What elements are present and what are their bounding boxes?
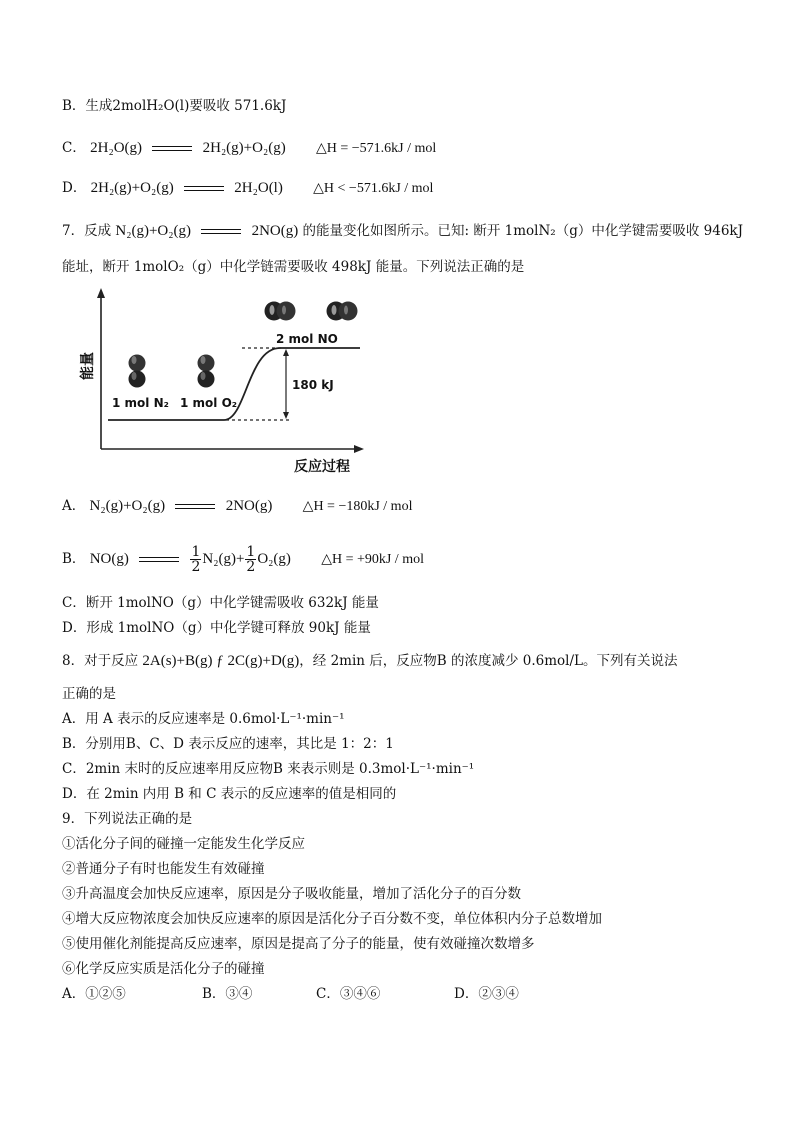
n2-label: 1 mol N₂ — [112, 396, 169, 410]
q6-option-d — [62, 178, 433, 199]
y-axis-arrowhead — [97, 288, 105, 298]
equation-rhs: 2H₂(g)+O₂(g) — [202, 140, 286, 156]
q9-statement-1: ①活化分子间的碰撞一定能发生化学反应 — [62, 836, 305, 852]
q9-statement-4: ④增大反应物浓度会加快反应速率的原因是活化分子百分数不变，单位体积内分子总数增加 — [62, 911, 602, 927]
equals-arrow — [175, 504, 215, 509]
no-molecule-icon — [265, 302, 296, 321]
q6-option-c — [62, 138, 436, 159]
o2-label: 1 mol O₂ — [180, 396, 238, 410]
q8-option-d: D．在 2min 内用 B 和 C 表示的反应速率的值是相同的 — [62, 786, 397, 802]
q7-stem-line2: 能址，断开 1molO₂（g）中化学链需要吸收 498kJ 能量。下列说法正确的是 — [62, 259, 525, 275]
equation-lhs: NO(g) — [89, 551, 129, 567]
q9-option-d: D．②③④ — [454, 986, 519, 1002]
x-axis-label: 反应过程 — [294, 459, 350, 475]
q8-option-b: B．分别用B、C、D 表示反应的速率，其比是 1：2：1 — [62, 736, 394, 752]
x-axis-arrowhead — [354, 445, 364, 453]
q9-statement-6: ⑥化学反应实质是活化分子的碰撞 — [62, 961, 265, 977]
enthalpy-change: △H = −180kJ / mol — [302, 499, 413, 514]
q9-option-a: A．①②⑤ — [62, 986, 126, 1002]
q8-option-c: C．2min 末时的反应速率用反应物B 来表示则是 0.3mol·L⁻¹·min⁻¹ — [62, 761, 475, 777]
q9-statement-5: ⑤使用催化剂能提高反应速率，原因是提高了分子的能量，使有效碰撞次数增多 — [62, 936, 535, 952]
o2-molecule-icon — [198, 355, 215, 388]
q9-statement-3: ③升高温度会加快反应速率，原因是分子吸收能量，增加了活化分子的百分数 — [62, 886, 521, 902]
enthalpy-change: △H = +90kJ / mol — [321, 552, 424, 567]
equals-arrow — [201, 229, 241, 234]
q8-stem-line2: 正确的是 — [62, 686, 116, 702]
equation-lhs: 2H₂(g)+O₂(g) — [90, 180, 174, 196]
option-label: C． — [62, 140, 86, 156]
option-label: D． — [62, 180, 87, 196]
q7-option-d: D．形成 1molNO（g）中化学键可释放 90kJ 能量 — [62, 620, 371, 636]
fraction-half: $\frac{1}{2}$ — [191, 544, 201, 575]
equals-arrow — [152, 146, 192, 151]
q9-option-b: B．③④ — [202, 986, 253, 1002]
question-number: 8．对于反应 — [62, 653, 139, 669]
arrow-top — [283, 349, 289, 356]
stem-text: ，经 2min 后，反应物B 的浓度减少 0.6mol/L。下列有关说法 — [299, 653, 678, 669]
energy-diagram — [80, 286, 376, 478]
option-label: A． — [62, 498, 86, 514]
equals-arrow — [184, 186, 224, 191]
no-molecule-icon — [327, 302, 358, 321]
no-label: 2 mol NO — [276, 332, 338, 346]
equation-lhs: N₂(g)+O₂(g) — [89, 498, 166, 514]
n2-molecule-icon — [129, 355, 146, 388]
y-axis-label: 能量 — [80, 352, 96, 380]
arrow-bottom — [283, 412, 289, 419]
equation-lhs: N₂(g)+O₂(g) — [115, 223, 191, 239]
energy-gap-label: 180 kJ — [292, 378, 334, 392]
q7-option-c: C．断开 1molNO（g）中化学键需吸收 632kJ 能量 — [62, 595, 379, 611]
q8-option-a: A．用 A 表示的反应速率是 0.6mol·L⁻¹·min⁻¹ — [62, 711, 345, 727]
equation-term: O₂(g) — [257, 551, 291, 567]
q7-option-a — [62, 496, 412, 517]
reaction-equation: 2A(s)+B(g) ƒ 2C(g)+D(g) — [142, 653, 300, 669]
q7-stem-line1 — [62, 221, 743, 241]
fraction-half: $\frac{1}{2}$ — [246, 544, 256, 575]
q9-option-c: C．③④⑥ — [316, 986, 381, 1002]
equation-lhs: 2H₂O(g) — [90, 140, 143, 156]
equation-rhs: 2H₂O(l) — [234, 180, 283, 196]
equals-arrow — [139, 557, 179, 562]
q7-option-b — [62, 542, 424, 577]
stem-text: 的能量变化如图所示。已知: 断开 1molN₂（g）中化学键需要吸收 946kJ — [302, 223, 743, 239]
q9-stem: 9．下列说法正确的是 — [62, 811, 193, 827]
equation-term: N₂(g)+ — [202, 551, 245, 567]
q8-stem-line1 — [62, 651, 678, 671]
question-number: 7．反成 — [62, 223, 112, 239]
q6-option-b: B．生成2molH₂O(l)要吸收 571.6kJ — [62, 98, 287, 114]
option-label: B． — [62, 551, 86, 567]
equation-rhs: 2NO(g) — [251, 223, 299, 239]
enthalpy-change: △H = −571.6kJ / mol — [316, 141, 437, 156]
equation-rhs: 2NO(g) — [225, 498, 273, 514]
q9-statement-2: ②普通分子有时也能发生有效碰撞 — [62, 861, 265, 877]
enthalpy-change: △H < −571.6kJ / mol — [313, 181, 434, 196]
